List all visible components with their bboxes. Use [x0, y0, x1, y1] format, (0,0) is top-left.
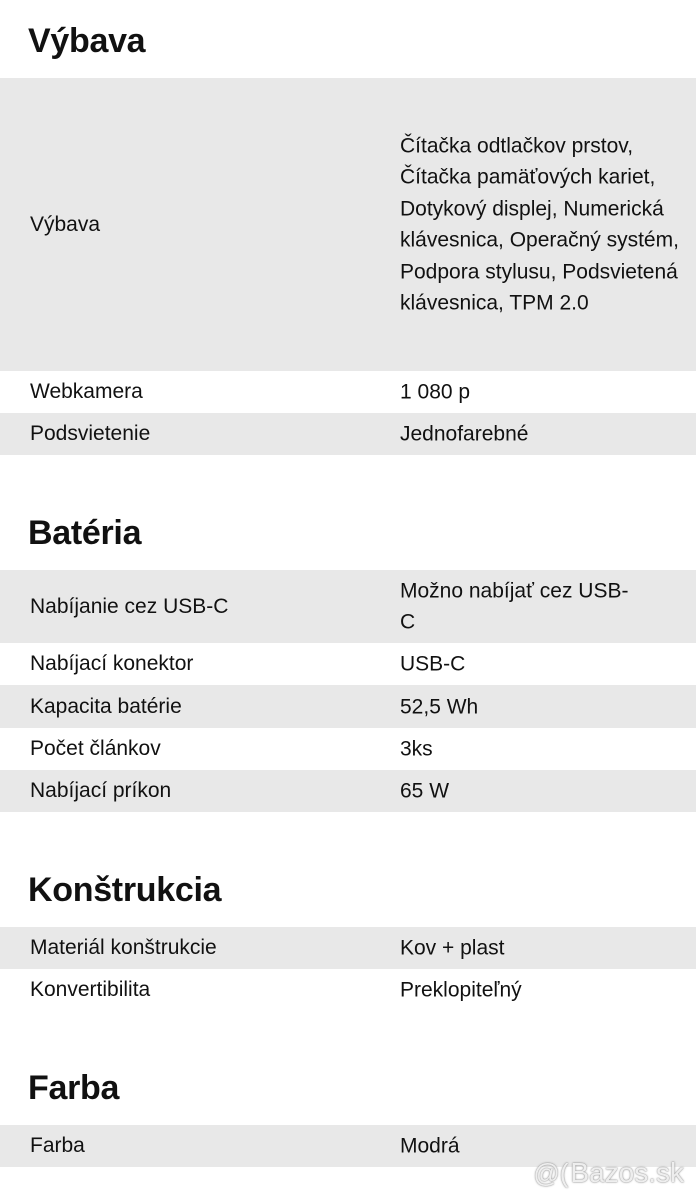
spec-label: Nabíjanie cez USB-C [30, 594, 229, 618]
spec-value: Kov + plast [400, 936, 505, 960]
spec-row-nabijaci-prikon [0, 770, 696, 812]
spec-row-nabijaci-konektor [0, 643, 696, 685]
spec-row-material-konstrukcie [0, 927, 696, 969]
spec-label: Konvertibilita [30, 978, 151, 1001]
section-title-vybava: Výbava [28, 22, 146, 60]
spec-row-pocet-clankov [0, 728, 696, 770]
spec-label: Počet článkov [30, 737, 161, 760]
spec-value: Čítačka odtlačkov prstov, Čítačka pamäťových kariet, Dotykový displej, Numerická klávesnica, Operačný systém, Podpora stylusu, Podsvietená klávesnica, TPM 2.0 [400, 134, 679, 315]
watermark-text: Bazos.sk [570, 1157, 684, 1188]
spec-label: Kapacita batérie [30, 694, 182, 718]
spec-value: Možno nabíjať cez USB-C [400, 579, 629, 634]
section-title-bateria: Batéria [28, 514, 142, 552]
spec-value: USB-C [400, 652, 466, 676]
spec-row-podsvietenie [0, 413, 696, 455]
spec-label: Výbava [30, 212, 101, 236]
spec-value: Preklopiteľný [400, 978, 522, 1002]
spec-label: Nabíjací konektor [30, 652, 194, 675]
spec-value: 65 W [400, 779, 450, 803]
spec-row-kapacita-baterie [0, 685, 696, 728]
spec-value: 1 080 p [400, 380, 471, 404]
spec-label: Nabíjací príkon [30, 779, 172, 802]
spec-value: 3ks [400, 737, 433, 761]
bazos-watermark [533, 1156, 684, 1190]
spec-row-webkamera [0, 371, 696, 413]
spec-label: Webkamera [30, 380, 143, 403]
spec-label: Farba [30, 1134, 85, 1157]
spec-value: Modrá [400, 1134, 460, 1158]
spec-label: Materiál konštrukcie [30, 936, 217, 959]
spec-value: Jednofarebné [400, 422, 529, 446]
spec-row-konvertibilita [0, 969, 696, 1011]
spec-label: Podsvietenie [30, 422, 151, 445]
spec-value: 52,5 Wh [400, 694, 479, 718]
at-sign-icon: @( [533, 1158, 569, 1188]
section-title-konstrukcia: Konštrukcia [28, 871, 222, 909]
section-title-farba: Farba [28, 1069, 120, 1107]
spec-row-vybava [0, 78, 696, 371]
spec-row-nabijanie-usb-c [0, 570, 696, 643]
